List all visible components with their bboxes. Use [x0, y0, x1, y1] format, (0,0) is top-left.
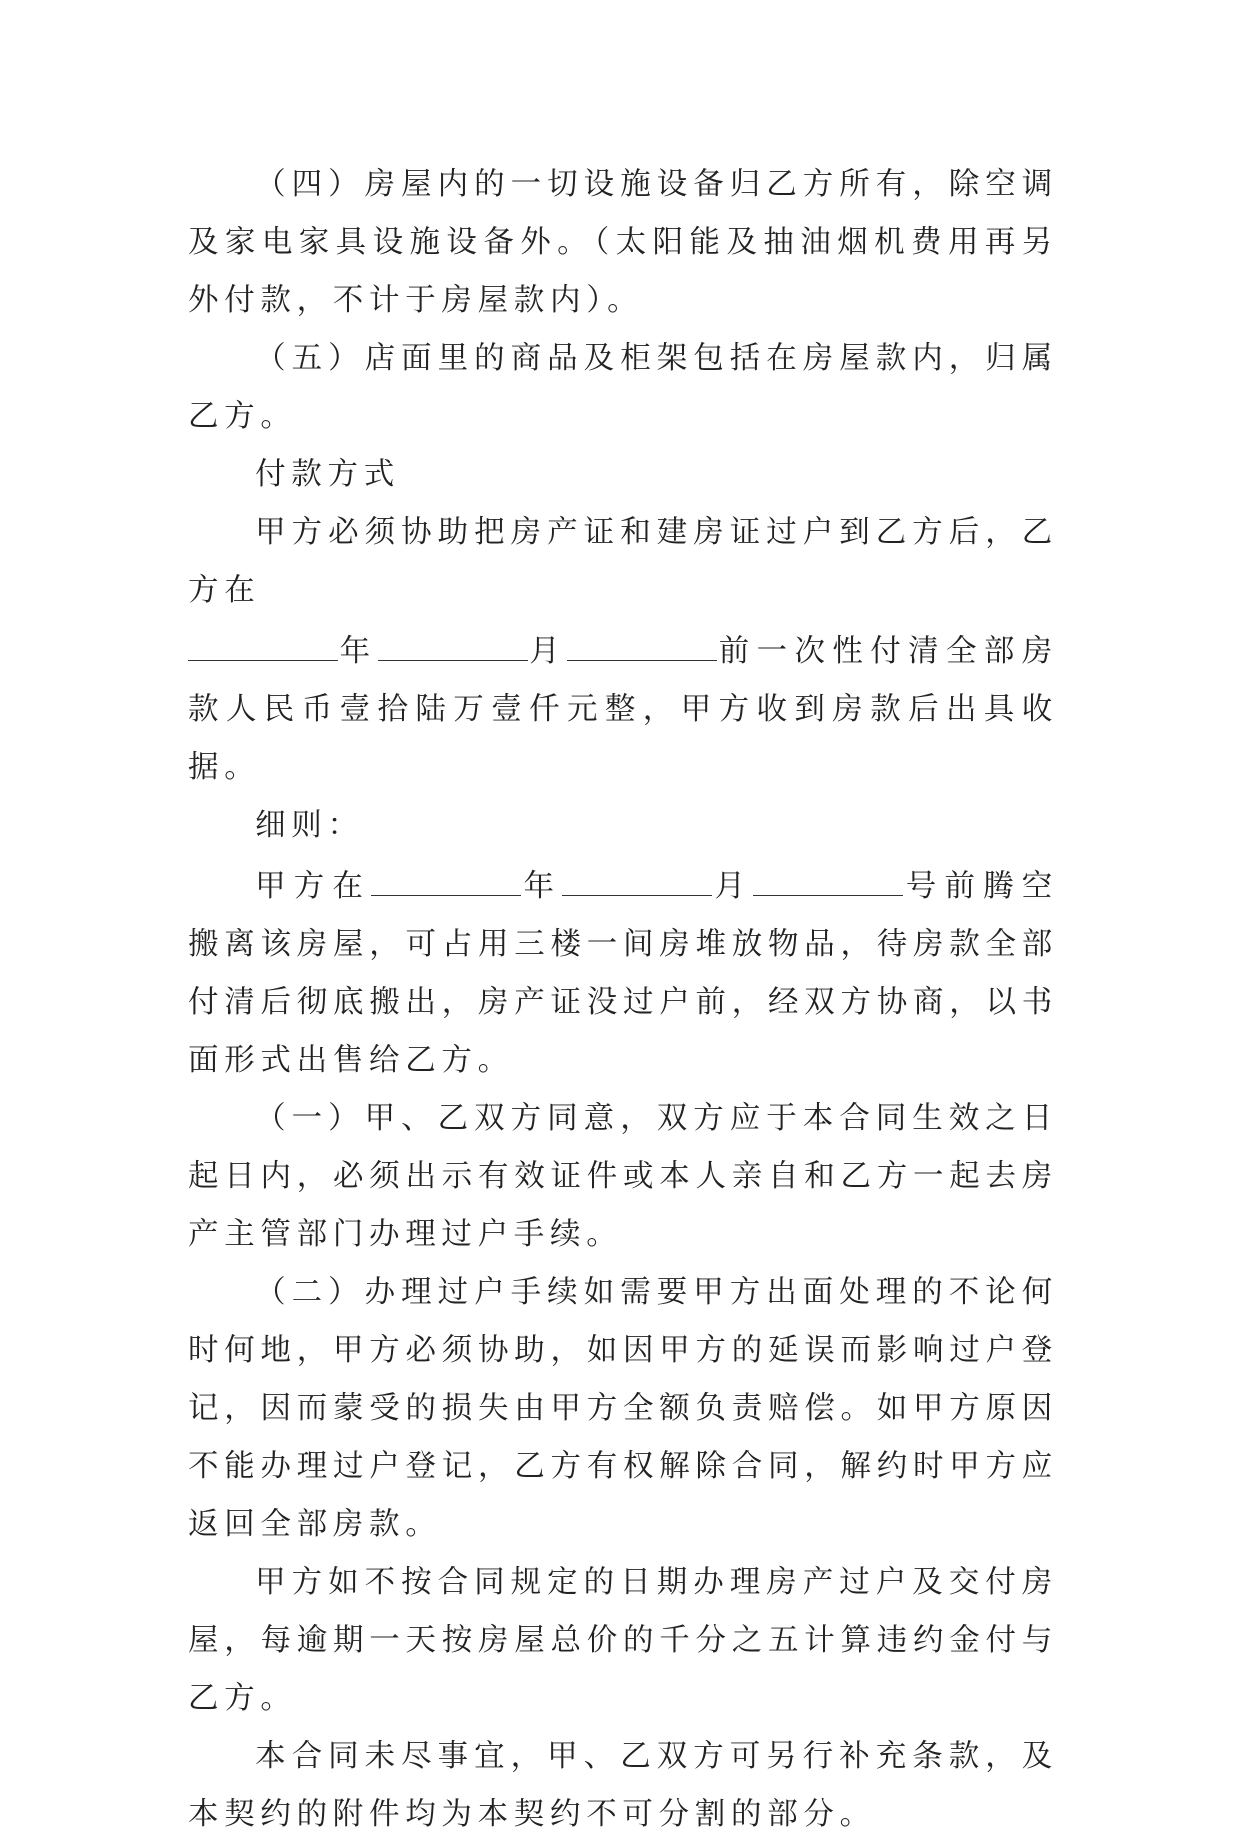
payment-year-label: 年 [338, 634, 378, 669]
move-out-month-blank [562, 855, 712, 896]
clause-two: （二）办理过户手续如需要甲方出面处理的不论何时何地，甲方必须协助，如因甲方的延误而影响过户登记，因而蒙受的损失由甲方全额负责赔偿。如甲方原因不能办理过户登记，乙方有权解除合同，解约时甲方应返回全部房款。 [188, 1275, 1058, 1542]
clause-one: （一）甲、乙双方同意，双方应于本合同生效之日起日内，必须出示有效证件或本人亲自和乙方一起去房产主管部门办理过户手续。 [188, 1101, 1058, 1252]
move-out-year-label: 年 [521, 869, 563, 904]
supplementary-clause: 本合同未尽事宜，甲、乙双方可另行补充条款，及本契约的附件均为本契约不可分割的部分。 [188, 1739, 1058, 1832]
move-out-terms [188, 855, 1058, 1090]
payment-year-blank [188, 620, 338, 661]
payment-terms-tail: 前一次性付清全部房款人民币壹拾陆万壹仟元整，甲方收到房款后出具收据。 [188, 634, 1059, 785]
move-out-month-label: 月 [712, 869, 754, 904]
move-out-tail: 号前腾空搬离该房屋，可占用三楼一间房堆放物品，待房款全部付清后彻底搬出，房产证没过户前，经双方协商，以书面形式出售给乙方。 [188, 869, 1058, 1078]
payment-month-blank [378, 620, 528, 661]
move-out-day-blank [753, 855, 903, 896]
payment-method-heading: 付款方式 [255, 457, 400, 492]
payment-terms [188, 504, 1058, 797]
document-body [188, 156, 1058, 1844]
payment-terms-lead: 甲方必须协助把房产证和建房证过户到乙方后，乙方在 [188, 515, 1058, 608]
move-out-lead: 甲方在 [255, 869, 372, 904]
payment-day-blank [567, 620, 717, 661]
clause-five: （五）店面里的商品及柜架包括在房屋款内，归属乙方。 [188, 341, 1058, 434]
payment-month-label: 月 [527, 634, 568, 669]
clause-four: （四）房屋内的一切设施设备归乙方所有，除空调及家电家具设施设备外。（太阳能及抽油烟机费用再另外付款，不计于房屋款内）。 [188, 167, 1058, 318]
penalty-clause: 甲方如不按合同规定的日期办理房产过户及交付房屋，每逾期一天按房屋总价的千分之五计算违约金付与乙方。 [188, 1565, 1058, 1716]
move-out-year-blank [371, 855, 521, 896]
detail-heading: 细则： [255, 808, 364, 843]
